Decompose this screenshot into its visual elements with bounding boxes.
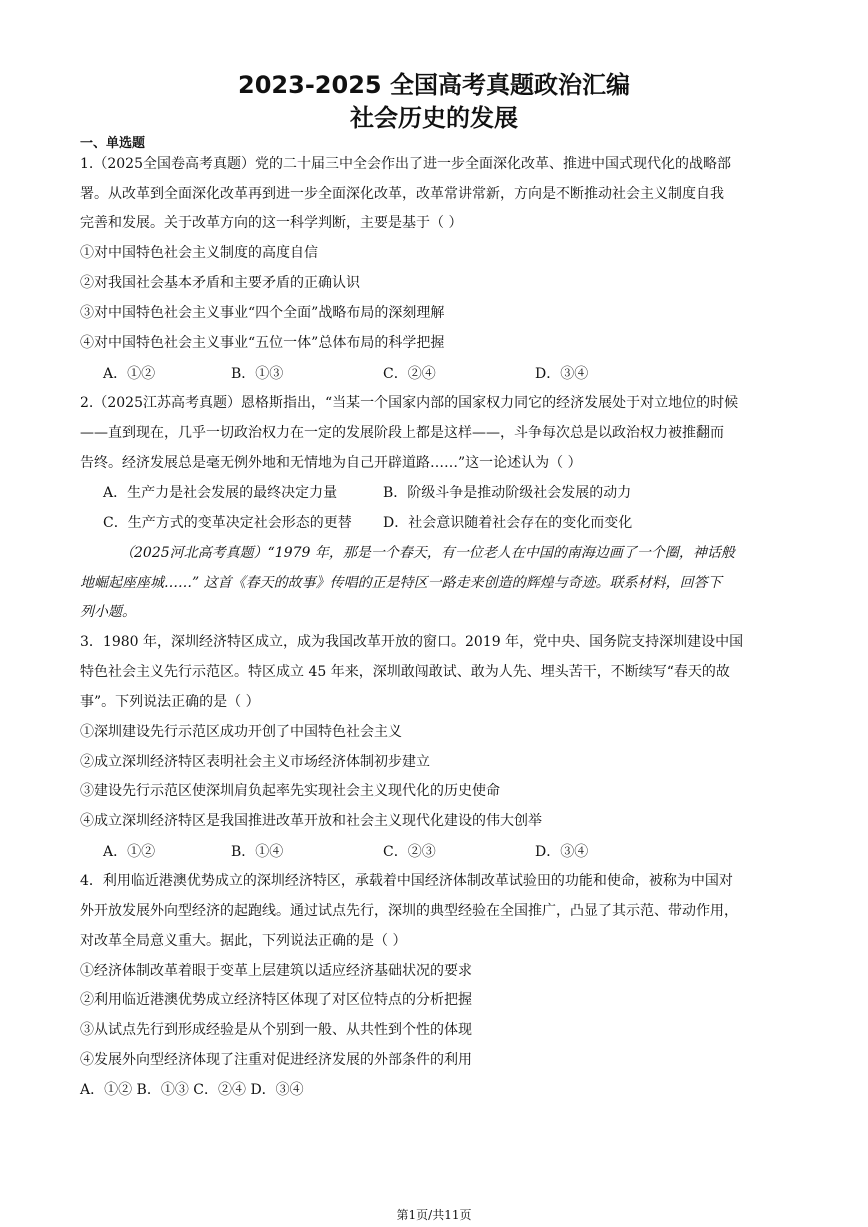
- options-line: A．①② B．①③ C．②④ D．③④: [80, 1082, 304, 1098]
- page-number: 第1页/共11页: [396, 1208, 472, 1222]
- question-stem-line: 完善和发展。关于改革方向的这一科学判断，主要是基于（ ）: [80, 215, 463, 231]
- section-heading: 一、单选题: [80, 136, 146, 151]
- document-subtitle: 社会历史的发展: [350, 104, 518, 132]
- statement-item: ①经济体制改革着眼于变革上层建筑以适应经济基础状况的要求: [80, 963, 472, 979]
- option-b: B．①④: [231, 844, 284, 860]
- option-c: C．②③: [383, 844, 436, 860]
- material-line: 地崛起座座城……” 这首《春天的故事》传唱的正是特区一路走来创造的辉煌与奇迹。联系材料，回答下: [80, 575, 722, 591]
- option-a: A．生产力是社会发展的最终决定力量: [103, 485, 338, 501]
- document-title: 2023-2025 全国高考真题政治汇编: [238, 71, 630, 99]
- question-stem-line: 3．1980 年，深圳经济特区成立，成为我国改革开放的窗口。2019 年，党中央、国务院支持深圳建设中国: [80, 634, 744, 650]
- question-stem-line: 事”。下列说法正确的是（ ）: [80, 694, 260, 710]
- option-b: B．①③: [231, 366, 284, 382]
- question-stem-line: 4．利用临近港澳优势成立的深圳经济特区，承载着中国经济体制改革试验田的功能和使命，被称为中国对: [80, 873, 733, 889]
- statement-item: ①对中国特色社会主义制度的高度自信: [80, 245, 318, 261]
- statement-item: ③建设先行示范区使深圳肩负起率先实现社会主义现代化的历史使命: [80, 783, 500, 799]
- question-stem-line: 外开放发展外向型经济的起跑线。通过试点先行，深圳的典型经验在全国推广，凸显了其示范、带动作用，: [80, 903, 738, 919]
- question-stem-line: 署。从改革到全面深化改革再到进一步全面深化改革，改革常讲常新，方向是不断推动社会主义制度自我: [80, 186, 724, 202]
- question-stem-line: ——直到现在，几乎一切政治权力在一定的发展阶段上都是这样——，斗争每次总是以政治权力被推翻而: [80, 425, 724, 441]
- statement-item: ②利用临近港澳优势成立经济特区体现了对区位特点的分析把握: [80, 992, 472, 1008]
- option-a: A．①②: [103, 366, 156, 382]
- statement-item: ②对我国社会基本矛盾和主要矛盾的正确认识: [80, 275, 360, 291]
- statement-item: ①深圳建设先行示范区成功开创了中国特色社会主义: [80, 724, 402, 740]
- question-stem-line: 对改革全局意义重大。据此，下列说法正确的是（ ）: [80, 933, 407, 949]
- statement-item: ④成立深圳经济特区是我国推进改革开放和社会主义现代化建设的伟大创举: [80, 813, 542, 829]
- option-a: A．①②: [103, 844, 156, 860]
- option-c: C．生产方式的变革决定社会形态的更替: [103, 515, 352, 531]
- option-c: C．②④: [383, 366, 436, 382]
- option-d: D．社会意识随着社会存在的变化而变化: [383, 515, 633, 531]
- option-b: B．阶级斗争是推动阶级社会发展的动力: [383, 485, 632, 501]
- option-d: D．③④: [535, 844, 589, 860]
- question-stem-line: 2.（2025江苏高考真题）恩格斯指出，“当某一个国家内部的国家权力同它的经济发展处于对立地位的时候: [80, 395, 739, 411]
- statement-item: ③对中国特色社会主义事业“四个全面”战略布局的深刻理解: [80, 305, 445, 321]
- material-line: 列小题。: [80, 604, 136, 620]
- statement-item: ④发展外向型经济体现了注重对促进经济发展的外部条件的利用: [80, 1052, 472, 1068]
- option-d: D．③④: [535, 366, 589, 382]
- question-stem-line: 特色社会主义先行示范区。特区成立 45 年来，深圳敢闯敢试、敢为人先、埋头苦干，不断续写“春天的故: [80, 664, 730, 680]
- statement-item: ③从试点先行到形成经验是从个别到一般、从共性到个性的体现: [80, 1022, 472, 1038]
- material-line: （2025河北高考真题）“1979 年，那是一个春天，有一位老人在中国的南海边画了一个圈，神话般: [120, 545, 735, 561]
- question-stem-line: 告终。经济发展总是毫无例外地和无情地为自己开辟道路……”这一论述认为（ ）: [80, 455, 582, 471]
- statement-item: ④对中国特色社会主义事业“五位一体”总体布局的科学把握: [80, 335, 445, 351]
- question-stem-line: 1.（2025全国卷高考真题）党的二十届三中全会作出了进一步全面深化改革、推进中国式现代化的战略部: [80, 156, 731, 172]
- statement-item: ②成立深圳经济特区表明社会主义市场经济体制初步建立: [80, 754, 430, 770]
